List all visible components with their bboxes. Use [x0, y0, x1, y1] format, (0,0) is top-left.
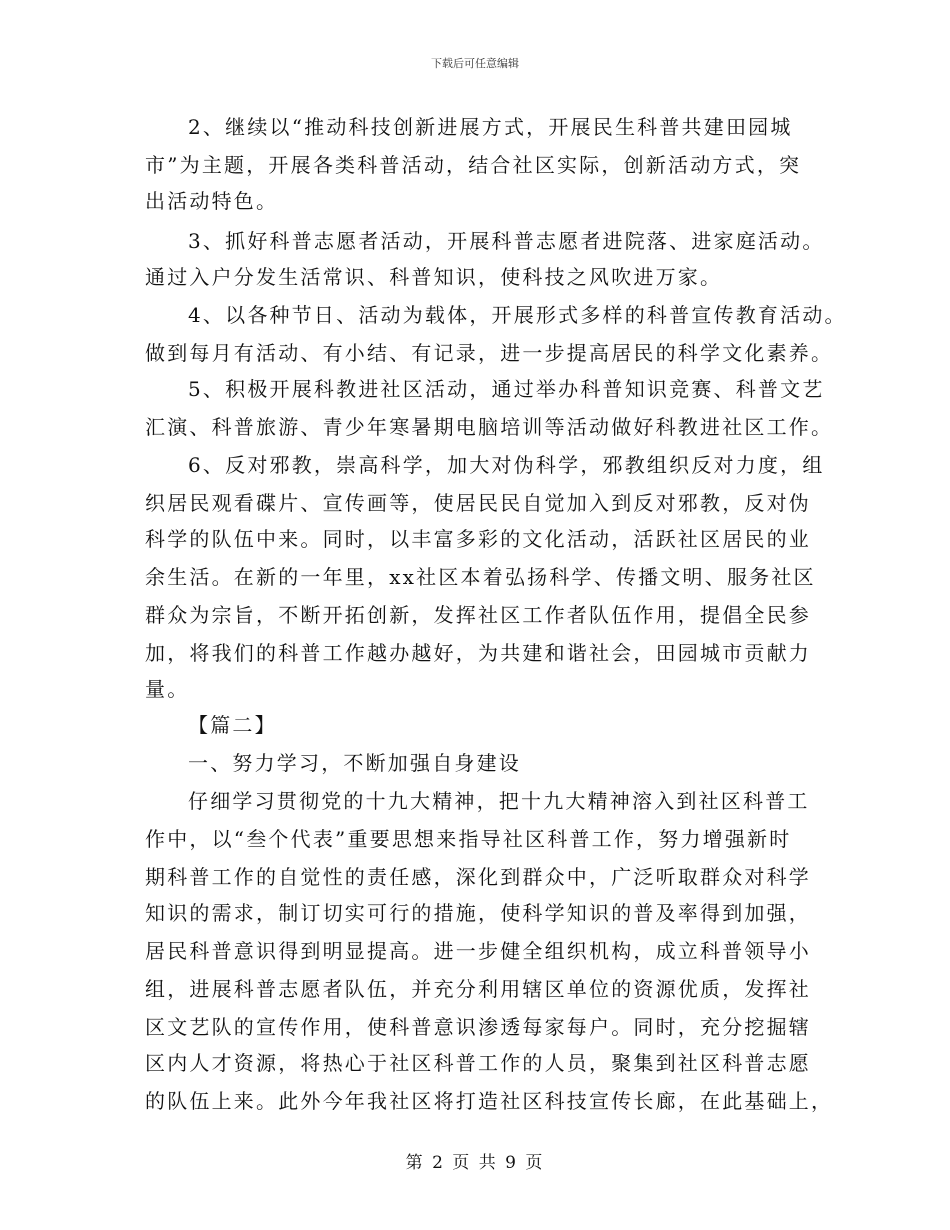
paragraph-line: 5、积极开展科教进社区活动，通过举办科普知识竞赛、科普文艺 [188, 377, 825, 401]
paragraph-line: 3、抓好科普志愿者活动，开展科普志愿者进院落、进家庭活动。 [188, 229, 825, 253]
paragraph-line: 2、继续以“推动科技创新进展方式，开展民生科普共建田园城 [188, 115, 793, 139]
paragraph-line: 汇演、科普旅游、青少年寒暑期电脑培训等活动做好科教进社区工作。 [145, 415, 834, 439]
paragraph-line: 织居民观看碟片、宣传画等，使居民民自觉加入到反对邪教，反对伪 [145, 491, 811, 515]
paragraph-line: 仔细学习贯彻党的十九大精神，把十九大精神溶入到社区科普工 [188, 789, 810, 813]
paragraph-line: 的队伍上来。此外今年我社区将打造社区科技宣传长廊，在此基础上， [145, 1089, 834, 1113]
paragraph-line: 出活动特色。 [145, 189, 279, 213]
page-header: 下载后可任意编辑 [431, 57, 519, 70]
paragraph-line: 知识的需求，制订切实可行的措施，使科学知识的普及率得到加强， [145, 901, 811, 925]
paragraph-line: 加，将我们的科普工作越办越好，为共建和谐社会，田园城市贡献力 [145, 641, 811, 665]
page-footer: 第 2 页 共 9 页 [405, 1153, 545, 1173]
paragraph-line: 期科普工作的自觉性的责任感，深化到群众中，广泛听取群众对科学 [145, 865, 811, 889]
paragraph-line: 通过入户分发生活常识、科普知识，使科技之风吹进万家。 [145, 265, 723, 289]
paragraph-line: 群众为宗旨，不断开拓创新，发挥社区工作者队伍作用，提倡全民参 [145, 603, 811, 627]
subsection-heading: 一、努力学习，不断加强自身建设 [188, 751, 521, 775]
paragraph-line: 做到每月有活动、有小结、有记录，进一步提高居民的科学文化素养。 [145, 341, 834, 365]
paragraph-line: 科学的队伍中来。同时，以丰富多彩的文化活动，活跃社区居民的业 [145, 527, 811, 551]
paragraph-line: 6、反对邪教，崇高科学，加大对伪科学，邪教组织反对力度，组 [188, 453, 825, 477]
paragraph-line: 作中，以“叁个代表”重要思想来指导社区科普工作，努力增强新时 [145, 827, 792, 851]
paragraph-line: 市”为主题，开展各类科普活动，结合社区实际，创新活动方式，突 [145, 153, 802, 177]
paragraph-line: 区文艺队的宣传作用，使科普意识渗透每家每户。同时，充分挖掘辖 [145, 1015, 811, 1039]
paragraph-line: 余生活。在新的一年里，xx社区本着弘扬科学、传播文明、服务社区 [145, 565, 816, 589]
paragraph-line: 4、以各种节日、活动为载体，开展形式多样的科普宣传教育活动。 [188, 303, 847, 327]
section-heading: 【篇二】 [188, 713, 277, 737]
paragraph-line: 量。 [145, 677, 190, 701]
paragraph-line: 区内人才资源，将热心于社区科普工作的人员，聚集到社区科普志愿 [145, 1051, 811, 1075]
paragraph-line: 居民科普意识得到明显提高。进一步健全组织机构，成立科普领导小 [145, 939, 811, 963]
paragraph-line: 组，进展科普志愿者队伍，并充分利用辖区单位的资源优质，发挥社 [145, 977, 811, 1001]
